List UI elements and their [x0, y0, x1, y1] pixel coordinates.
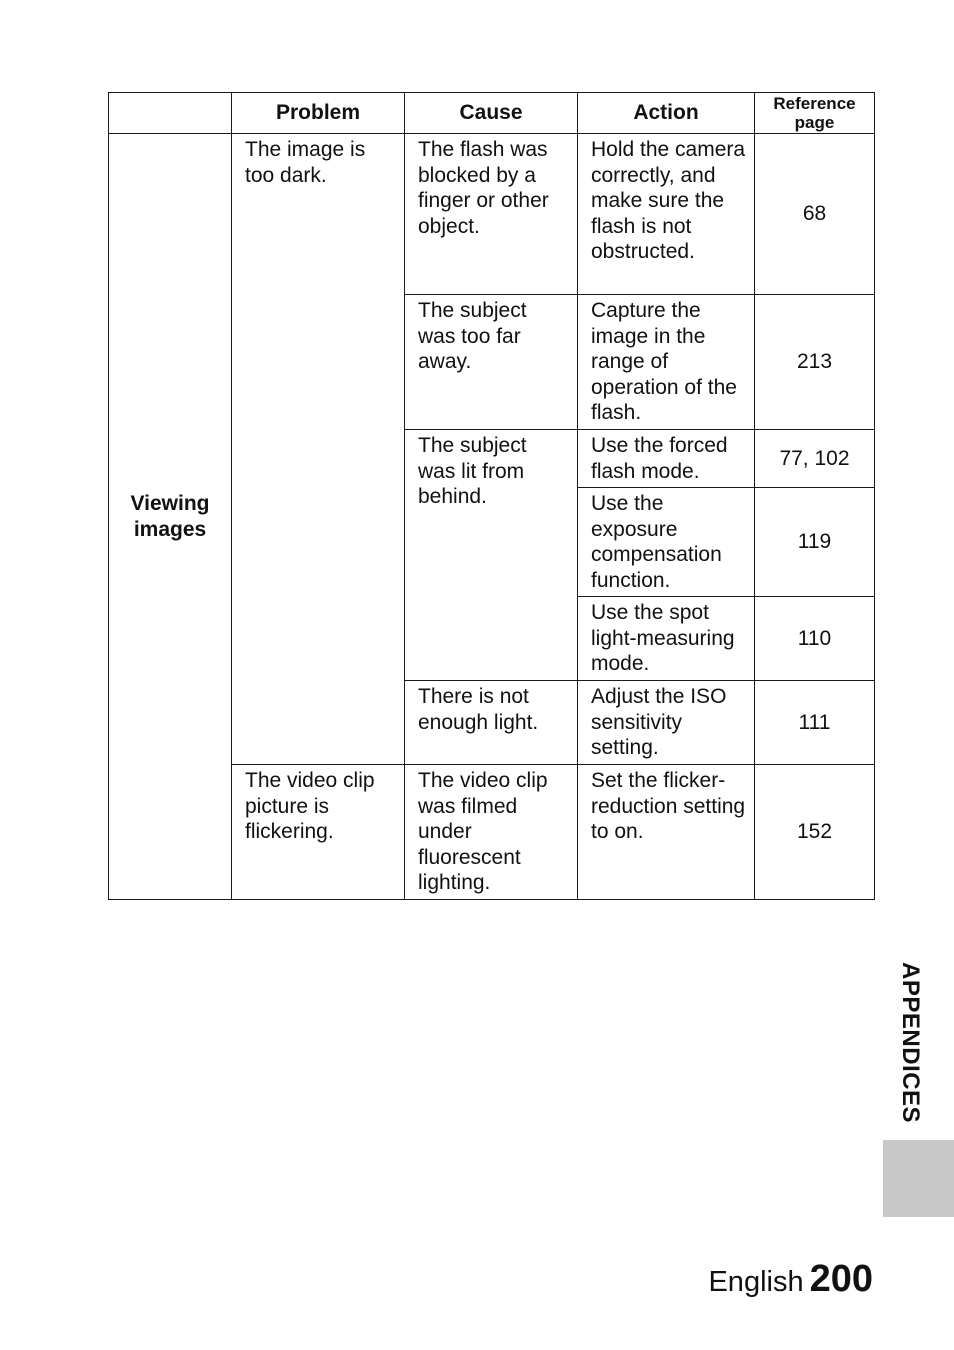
category-line1: Viewing: [130, 492, 210, 515]
problem-cell: The video clip picture is flickering.: [232, 765, 405, 900]
table-row: [109, 134, 875, 295]
action-cell: Set the flicker-reduction setting to on.: [578, 765, 755, 900]
troubleshooting-table: [108, 92, 875, 900]
action-cell: Hold the camera correctly, and make sure the flash is not obstructed.: [578, 134, 755, 295]
action-cell: Use the forced flash mode.: [578, 430, 755, 488]
cause-cell: The video clip was filmed under fluorescent lighting.: [405, 765, 578, 900]
reference-cell: 119: [755, 488, 875, 597]
header-reference-page: [755, 93, 875, 134]
header-cause: Cause: [405, 93, 578, 134]
reference-cell: 152: [755, 765, 875, 900]
action-cell: Use the spot light-measuring mode.: [578, 597, 755, 681]
header-reference-line1: Reference: [773, 94, 856, 113]
header-reference-line2: page: [794, 113, 835, 132]
cause-cell: There is not enough light.: [405, 681, 578, 765]
appendices-tab-marker: [883, 1140, 954, 1217]
action-cell: Use the exposure compensation function.: [578, 488, 755, 597]
action-cell: Capture the image in the range of operation of the flash.: [578, 295, 755, 430]
footer-language: English: [708, 1266, 804, 1298]
reference-cell: 77, 102: [755, 430, 875, 488]
header-category: [109, 93, 232, 134]
reference-cell: 68: [755, 134, 875, 295]
page-footer: [708, 1258, 873, 1301]
appendices-tab-label: APPENDICES: [897, 962, 924, 1124]
header-problem: Problem: [232, 93, 405, 134]
cause-cell: The subject was too far away.: [405, 295, 578, 430]
cause-cell: The subject was lit from behind.: [405, 430, 578, 681]
reference-cell: 110: [755, 597, 875, 681]
category-cell: [109, 134, 232, 900]
reference-cell: 213: [755, 295, 875, 430]
page-number: 200: [809, 1258, 873, 1300]
header-action: Action: [578, 93, 755, 134]
problem-cell: The image is too dark.: [232, 134, 405, 765]
reference-cell: 111: [755, 681, 875, 765]
category-line2: images: [133, 517, 207, 541]
cause-cell: The flash was blocked by a finger or other object.: [405, 134, 578, 295]
table-header-row: [109, 93, 875, 134]
action-cell: Adjust the ISO sensitivity setting.: [578, 681, 755, 765]
